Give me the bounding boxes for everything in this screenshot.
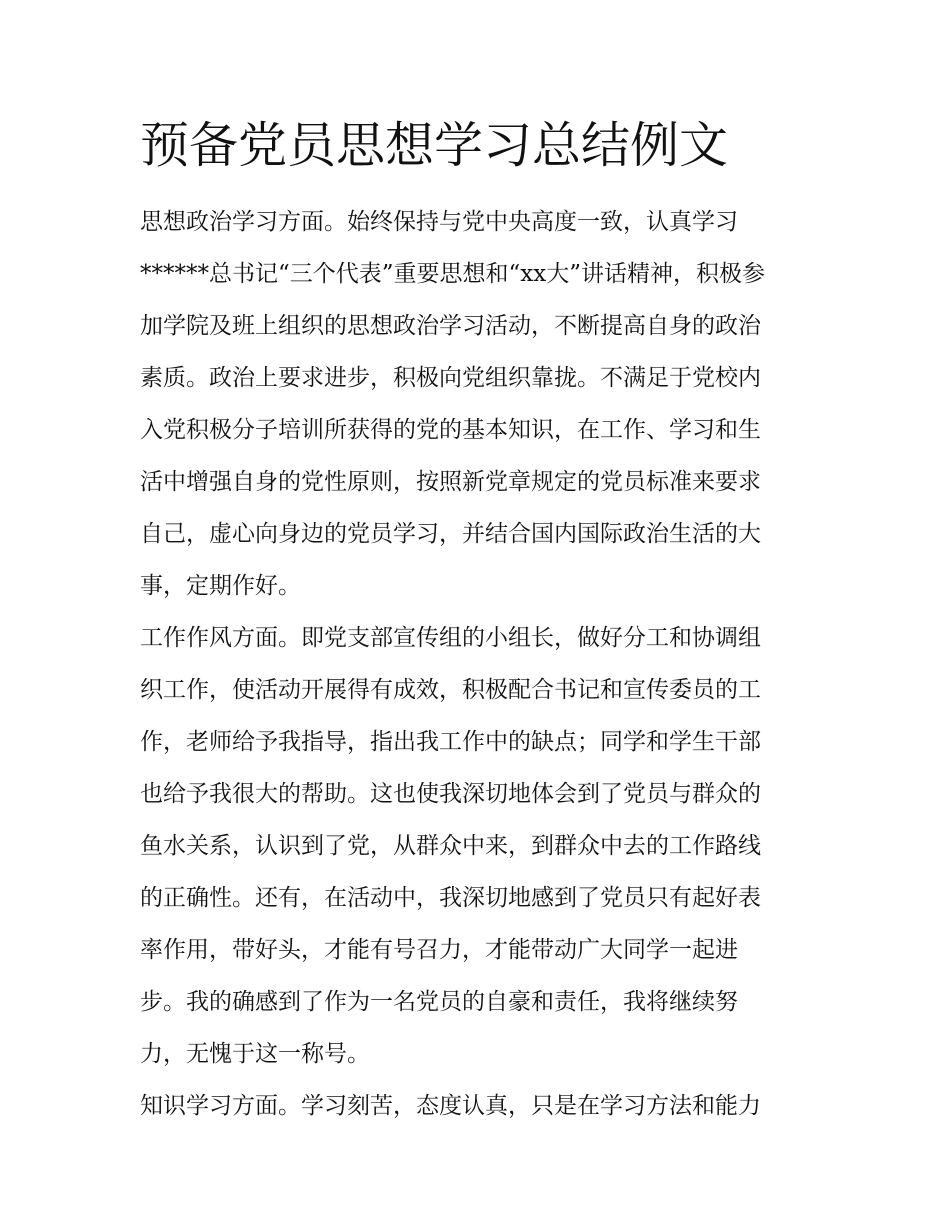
text-line: 率作用，带好头，才能有号召力，才能带动广大同学一起进 — [140, 937, 738, 963]
text-line: ******总书记“三个代表”重要思想和“xx大”讲话精神，积极参 — [140, 261, 765, 287]
text-line: 加学院及班上组织的思想政治学习活动，不断提高自身的政治 — [140, 313, 761, 339]
document-title: 预备党员思想学习总结例文 — [140, 117, 729, 174]
text-line: 也给予我很大的帮助。这也使我深切地体会到了党员与群众的 — [140, 781, 761, 807]
text-line: 自己，虚心向身边的党员学习，并结合国内国际政治生活的大 — [140, 521, 761, 547]
text-line: 工作作风方面。即党支部宣传组的小组长，做好分工和协调组 — [140, 625, 761, 651]
text-line: 步。我的确感到了作为一名党员的自豪和责任，我将继续努 — [140, 989, 738, 1015]
text-line: 事，定期作好。 — [140, 573, 301, 599]
text-line: 知识学习方面。学习刻苦，态度认真，只是在学习方法和能力 — [140, 1093, 761, 1119]
text-line: 力，无愧于这一称号。 — [140, 1041, 370, 1067]
text-line: 作，老师给予我指导，指出我工作中的缺点；同学和学生干部 — [140, 729, 761, 755]
document-body — [140, 196, 820, 1132]
text-line: 思想政治学习方面。始终保持与党中央高度一致，认真学习 — [140, 209, 738, 235]
text-line: 织工作，使活动开展得有成效，积极配合书记和宣传委员的工 — [140, 677, 761, 703]
text-line: 素质。政治上要求进步，积极向党组织靠拢。不满足于党校内 — [140, 365, 761, 391]
text-line: 的正确性。还有，在活动中，我深切地感到了党员只有起好表 — [140, 885, 761, 911]
text-line: 入党积极分子培训所获得的党的基本知识，在工作、学习和生 — [140, 417, 761, 443]
text-line: 活中增强自身的党性原则，按照新党章规定的党员标准来要求 — [140, 469, 761, 495]
text-line: 鱼水关系，认识到了党，从群众中来，到群众中去的工作路线 — [140, 833, 761, 859]
